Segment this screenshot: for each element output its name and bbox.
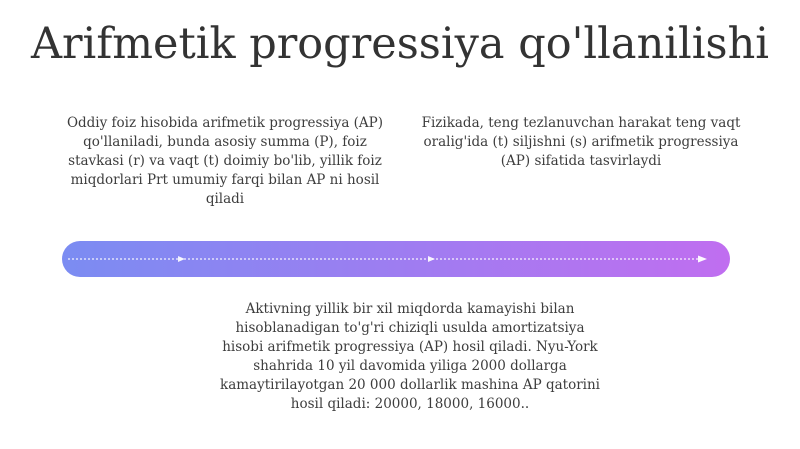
text-block-depreciation: Aktivning yillik bir xil miqdorda kamayishi bilan hisoblanadigan to'g'ri chiziqli usulda amortizatsiya hisobi arifmetik progressiya (AP) hosil qiladi. Nyu-York shahrida 10 yil davomida yiliga 2000 dollarga kamaytirilayotgan 20 000 dollarlik mashina AP qatorini hosil qiladi: 20000, 18000, 16000..	[220, 301, 600, 412]
text-block-physics: Fizikada, teng tezlanuvchan harakat teng vaqt oralig'ida (t) siljishni (s) arifmetik progressiya (AP) sifatida tasvirlaydi	[421, 115, 741, 169]
slide-title: Arifmetik progressiya qo'llanilishi	[30, 19, 770, 69]
timeline-arrow-icon	[62, 241, 730, 277]
text-block-simple-interest: Oddiy foiz hisobida arifmetik progressiya (AP) qo'llaniladi, bunda asosiy summa (P), foiz stavkasi (r) va vaqt (t) doimiy bo'lib, yillik foiz miqdorlari Prt umumiy farqi bilan AP ni hosil qiladi	[66, 115, 384, 207]
timeline-bar	[62, 241, 730, 277]
